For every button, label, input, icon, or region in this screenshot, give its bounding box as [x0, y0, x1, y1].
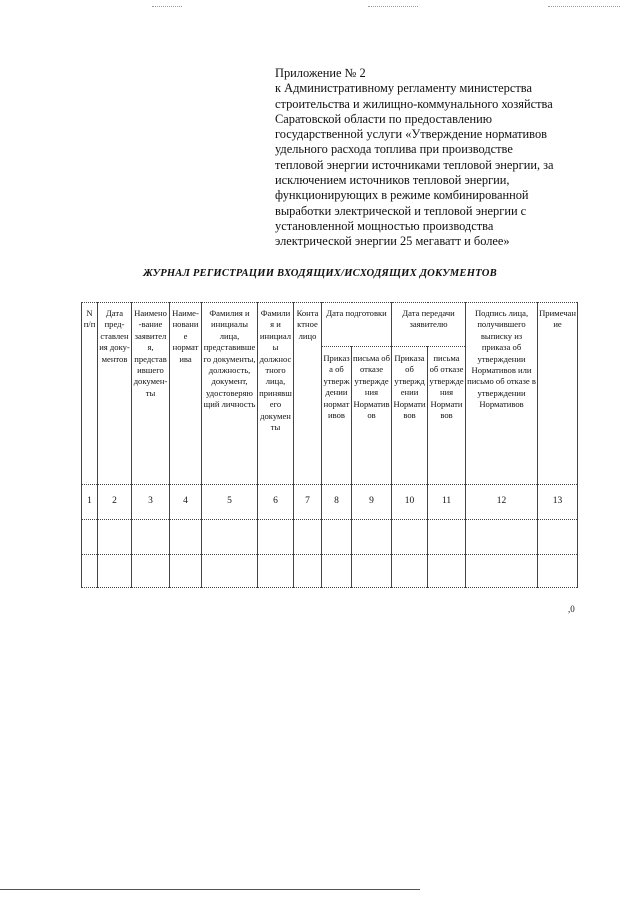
header-cell: N п/п: [82, 303, 98, 485]
header-cell: Фамилия и инициалы лица, представившего документы, должность, документ, удостоверяющий личность: [202, 303, 258, 485]
appendix-line: удельного расхода топлива при производстве: [275, 142, 513, 157]
header-cell: Фамилия и инициалы должностного лица, принявшего документы: [258, 303, 294, 485]
column-number: 1: [82, 485, 98, 520]
appendix-line: установленной мощностью производства: [275, 218, 494, 233]
column-number: 11: [428, 485, 466, 520]
page-mark: ,0: [568, 604, 575, 614]
empty-cell: [132, 555, 170, 588]
column-number: 5: [202, 485, 258, 520]
header-group-cell: Дата передачи заявителю: [392, 303, 466, 347]
appendix-line: выработки электрической и тепловой энергии с: [275, 203, 527, 218]
column-number: 2: [98, 485, 132, 520]
column-number: 12: [466, 485, 538, 520]
appendix-line: электрической энергии 25 мегаватт и более»: [275, 234, 510, 249]
header-group-cell: Дата подготовки: [322, 303, 392, 347]
empty-cell: [294, 520, 322, 555]
column-number: 7: [294, 485, 322, 520]
empty-cell: [258, 555, 294, 588]
bottom-divider: [0, 889, 420, 890]
empty-cell: [428, 555, 466, 588]
header-cell: Подпись лица, получившего выписку из приказа об утверждении Нормативов или письмо об отказе в утверждении Нормативов: [466, 303, 538, 485]
empty-cell: [392, 520, 428, 555]
column-number: 3: [132, 485, 170, 520]
column-number: 13: [538, 485, 578, 520]
empty-cell: [466, 520, 538, 555]
column-number: 9: [352, 485, 392, 520]
empty-cell: [170, 520, 202, 555]
appendix-line: к Административному регламенту министерства: [275, 81, 532, 96]
scan-artifacts: [0, 6, 640, 16]
empty-cell: [82, 555, 98, 588]
subheader-cell: Приказа об утверждении Нормативов: [392, 347, 428, 485]
header-row: [82, 303, 578, 347]
empty-cell: [538, 520, 578, 555]
empty-row: [82, 555, 578, 588]
empty-cell: [202, 555, 258, 588]
appendix-line: Саратовской области по предоставлению: [275, 111, 493, 126]
header-cell: Примечание: [538, 303, 578, 485]
appendix-line: государственной услуги «Утверждение нормативов: [275, 127, 547, 142]
journal-title: ЖУРНАЛ РЕГИСТРАЦИИ ВХОДЯЩИХ/ИСХОДЯЩИХ ДОКУМЕНТОВ: [143, 268, 497, 279]
subheader-cell: письма об отказе утверждения Нормативов: [352, 347, 392, 485]
subheader-cell: Приказа об утверждении нормативов: [322, 347, 352, 485]
header-cell: Контактное лицо: [294, 303, 322, 485]
header-cell: Наимено-вание заявителя, представившего докумен-ты: [132, 303, 170, 485]
empty-cell: [466, 555, 538, 588]
column-number: 10: [392, 485, 428, 520]
empty-cell: [428, 520, 466, 555]
column-number: 6: [258, 485, 294, 520]
empty-cell: [98, 555, 132, 588]
empty-cell: [538, 555, 578, 588]
empty-cell: [170, 555, 202, 588]
empty-cell: [352, 520, 392, 555]
empty-cell: [98, 520, 132, 555]
appendix-block: [275, 66, 615, 250]
empty-cell: [352, 555, 392, 588]
empty-cell: [322, 520, 352, 555]
column-number: 4: [170, 485, 202, 520]
appendix-line: исключением источников тепловой энергии,: [275, 173, 510, 188]
empty-cell: [82, 520, 98, 555]
column-number-row: [82, 485, 578, 520]
empty-cell: [294, 555, 322, 588]
appendix-line: строительства и жилищно-коммунального хозяйства: [275, 96, 553, 111]
appendix-line: функционирующих в режиме комбинированной: [275, 188, 529, 203]
empty-cell: [132, 520, 170, 555]
appendix-line: Приложение № 2: [275, 66, 366, 80]
empty-cell: [202, 520, 258, 555]
header-cell: Дата пред-ставления доку-ментов: [98, 303, 132, 485]
header-cell: Наиме-нование норматива: [170, 303, 202, 485]
empty-cell: [258, 520, 294, 555]
empty-cell: [392, 555, 428, 588]
empty-cell: [322, 555, 352, 588]
empty-row: [82, 520, 578, 555]
journal-table: [81, 302, 578, 588]
subheader-cell: письма об отказе утверждения Нормативов: [428, 347, 466, 485]
column-number: 8: [322, 485, 352, 520]
appendix-line: тепловой энергии источниками тепловой энергии, за: [275, 157, 554, 172]
